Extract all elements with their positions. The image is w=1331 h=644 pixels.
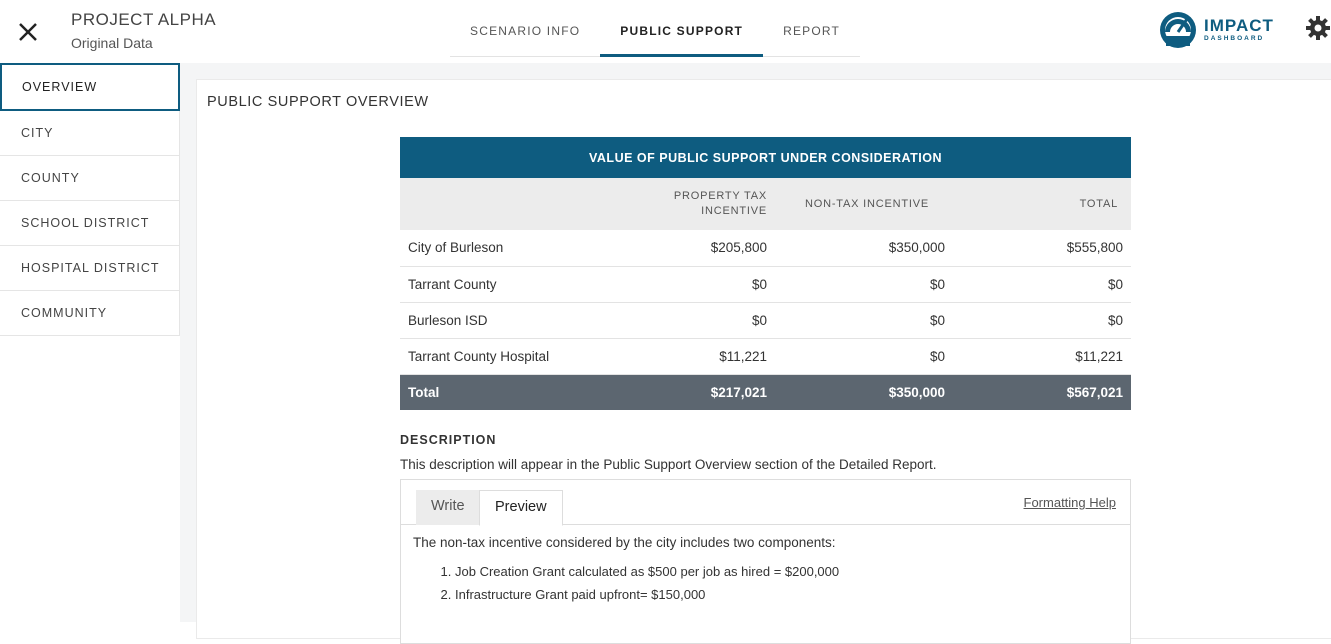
cell-total: $555,800 — [953, 230, 1131, 266]
total-row — [400, 374, 1131, 410]
total-property-tax: $217,021 — [640, 374, 775, 410]
preview-intro: The non-tax incentive considered by the city includes two components: — [413, 535, 836, 550]
main-panel — [196, 79, 1331, 639]
column-header-total: TOTAL — [953, 178, 1131, 230]
table-row — [400, 338, 1131, 374]
sidebar-item-county[interactable]: COUNTY — [0, 156, 180, 201]
sidebar — [0, 63, 180, 622]
logo-subtext: DASHBOARD — [1204, 35, 1265, 42]
sidebar-item-city[interactable]: CITY — [0, 111, 180, 156]
public-support-table — [400, 137, 1131, 410]
close-icon[interactable] — [14, 18, 42, 46]
cell-property-tax: $0 — [640, 266, 775, 302]
preview-list — [413, 564, 839, 602]
logo-text: IMPACT — [1204, 16, 1274, 35]
cell-non-tax: $0 — [775, 302, 953, 338]
tab-report[interactable]: REPORT — [783, 24, 841, 38]
page-title: PUBLIC SUPPORT OVERVIEW — [207, 94, 429, 110]
cell-non-tax: $0 — [775, 338, 953, 374]
cell-property-tax: $11,221 — [640, 338, 775, 374]
gear-icon[interactable] — [1305, 15, 1331, 41]
impact-dashboard-logo — [1158, 10, 1274, 50]
total-total: $567,021 — [953, 374, 1131, 410]
row-label: Tarrant County — [400, 266, 640, 302]
app-header — [0, 0, 1331, 63]
tab-write[interactable]: Write — [416, 490, 480, 525]
sidebar-item-community[interactable]: COMMUNITY — [0, 291, 180, 336]
cell-total: $0 — [953, 302, 1131, 338]
description-heading: DESCRIPTION — [400, 433, 497, 447]
table-row — [400, 302, 1131, 338]
column-header-non-tax: NON-TAX INCENTIVE — [775, 178, 953, 230]
tab-scenario-info[interactable]: SCENARIO INFO — [470, 24, 581, 38]
row-label: Burleson ISD — [400, 302, 640, 338]
total-label: Total — [400, 374, 640, 410]
description-editor — [400, 479, 1131, 644]
formatting-help-link[interactable]: Formatting Help — [1023, 495, 1116, 510]
project-subtitle: Original Data — [71, 35, 153, 51]
tab-public-support[interactable]: PUBLIC SUPPORT — [600, 0, 763, 57]
list-item: 1. Job Creation Grant calculated as $500 per job as hired = $200,000 — [455, 564, 839, 579]
speedometer-icon — [1158, 10, 1198, 50]
cell-total: $0 — [953, 266, 1131, 302]
column-header-name — [400, 178, 640, 230]
list-item: 2. Infrastructure Grant paid upfront= $150,000 — [455, 587, 839, 602]
row-label: City of Burleson — [400, 230, 640, 266]
column-header-property-tax: PROPERTY TAX INCENTIVE — [640, 178, 775, 230]
preview-content — [413, 535, 839, 610]
top-tabs — [450, 0, 860, 57]
sidebar-item-overview[interactable]: OVERVIEW — [0, 63, 180, 111]
sidebar-item-hospital-district[interactable]: HOSPITAL DISTRICT — [0, 246, 180, 291]
table-row — [400, 230, 1131, 266]
row-label: Tarrant County Hospital — [400, 338, 640, 374]
cell-non-tax: $350,000 — [775, 230, 953, 266]
cell-property-tax: $205,800 — [640, 230, 775, 266]
sidebar-item-school-district[interactable]: SCHOOL DISTRICT — [0, 201, 180, 246]
tab-preview[interactable]: Preview — [479, 490, 563, 526]
description-help-text: This description will appear in the Public Support Overview section of the Detailed Report. — [400, 457, 937, 472]
table-row — [400, 266, 1131, 302]
editor-tab-bar — [401, 480, 1130, 525]
table-caption: VALUE OF PUBLIC SUPPORT UNDER CONSIDERATION — [400, 137, 1131, 178]
cell-property-tax: $0 — [640, 302, 775, 338]
cell-non-tax: $0 — [775, 266, 953, 302]
project-title: PROJECT ALPHA — [71, 10, 217, 29]
cell-total: $11,221 — [953, 338, 1131, 374]
total-non-tax: $350,000 — [775, 374, 953, 410]
